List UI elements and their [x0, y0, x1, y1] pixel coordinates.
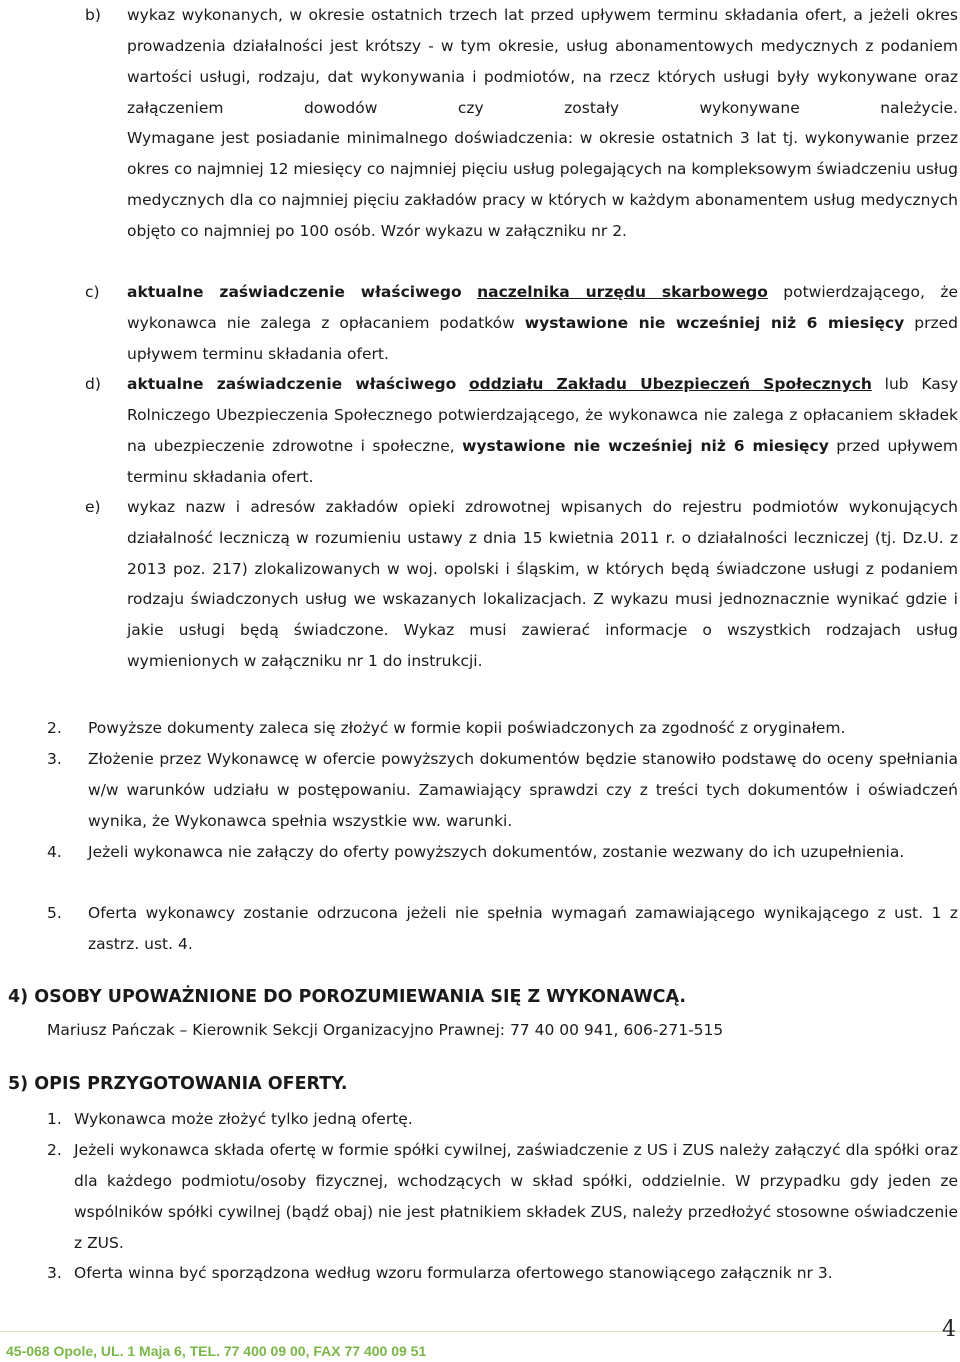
list-item-c [127, 277, 958, 370]
offer-item-1: Wykonawca może złożyć tylko jedną ofertę. [74, 1110, 413, 1128]
numbered-item-4: Jeżeli wykonawca nie załączy do oferty powyższych dokumentów, zostanie wezwany do ich uzupełnienia. [88, 843, 905, 861]
list-item-d [127, 369, 958, 493]
tax-office-text: naczelnika urzędu skarbowego [477, 283, 768, 301]
section-5-heading: 5) OPIS PRZYGOTOWANIA OFERTY. [8, 1074, 348, 1094]
numbered-label-3: 3. [47, 750, 62, 768]
footer-address: 45-068 Opole, UL. 1 Maja 6, TEL. 77 400 09 00, FAX 77 400 09 51 [6, 1343, 427, 1359]
numbered-label-2: 2. [47, 719, 62, 737]
contact-person: Mariusz Pańczak – Kierownik Sekcji Organizacyjno Prawnej: 77 40 00 941, 606-271-515 [47, 1021, 724, 1039]
list-item-c-bold2: wystawione nie wcześniej niż 6 miesięcy [524, 314, 905, 332]
section-4-heading: 4) OSOBY UPOWAŻNIONE DO POROZUMIEWANIA SIĘ Z WYKONAWCĄ. [8, 987, 686, 1007]
offer-item-3: Oferta winna być sporządzona według wzoru formularza ofertowego stanowiącego załącznik nr 3. [74, 1264, 833, 1282]
list-item-d-bold1: aktualne zaświadczenie właściwego [127, 375, 457, 393]
list-item-e: wykaz nazw i adresów zakładów opieki zdrowotnej wpisanych do rejestru podmiotów wykonujących działalność leczniczą w rozumieniu ustawy z dnia 15 kwietnia 2011 r. o działalności leczniczej (tj. Dz.U. z 2013 poz. 217) zlokalizowanych w woj. opolski i śląskim, w których będą świadczone usługi z podaniem rodzaju świadczonych usług we wskazanych lokalizacjach. Z wykazu musi jednoznacznie wynikać gdzie i jakie usługi będą świadczone. Wykaz musi zawierać informacje o wszystkich rodzajach usług wymienionych w załączniku nr 1 do instrukcji. [127, 498, 958, 670]
numbered-label-4: 4. [47, 843, 62, 861]
list-item-c-text2: przed upływem terminu składania ofert. [127, 314, 959, 363]
numbered-item-2: Powyższe dokumenty zaleca się złożyć w formie kopii poświadczonych za zgodność z oryginałem. [88, 719, 846, 737]
numbered-item-5: Oferta wykonawcy zostanie odrzucona jeżeli nie spełnia wymagań zamawiającego wynikającego z ust. 1 z zastrz. ust. 4. [88, 904, 958, 953]
list-label-b: b) [85, 6, 101, 24]
list-item-c-text1: potwierdzającego, że wykonawca nie zalega z opłacaniem podatków [127, 283, 958, 332]
list-item-d-text1: lub Kasy Rolniczego Ubezpieczenia Społecznego potwierdzającego, że wykonawca nie zalega z opłacaniem składek na ubezpieczenie zdrowotne i społeczne, [127, 375, 958, 455]
offer-item-2: Jeżeli wykonawca składa ofertę w formie spółki cywilnej, zaświadczenie z US i ZUS należy załączyć dla spółki oraz dla każdego podmiotu/osoby fizycznej, wchodzących w skład spółki, oddzielnie. W przypadku gdy jeden ze wspólników spółki cywilnej (bądź obaj) nie jest płatnikiem składek ZUS, należy przedłożyć stosowne oświadczenie z ZUS. [74, 1141, 958, 1252]
offer-label-3: 3. [47, 1264, 62, 1282]
numbered-item-3: Złożenie przez Wykonawcę w ofercie powyższych dokumentów będzie stanowiło podstawę do oceny spełniania w/w warunków udziału w postępowaniu. Zamawiający sprawdzi czy z treści tych dokumentów i oświadczeń wynika, że Wykonawca spełnia wszystkie ww. warunki. [88, 750, 958, 830]
list-item-b-p2: Wymagane jest posiadanie minimalnego doświadczenia: w okresie ostatnich 3 lat tj. wykonywanie przez okres co najmniej 12 miesięcy co najmniej pięciu usług polegających na kompleksowym świadczeniu usług medycznych dla co najmniej pięciu zakładów pracy w których w każdym abonamentem usług medycznych objęto co najmniej po 100 osób. Wzór wykazu w załączniku nr 2. [127, 129, 958, 240]
list-item-b-p1 [127, 0, 958, 124]
numbered-label-5: 5. [47, 904, 62, 922]
list-item-d-text2: przed upływem terminu składania ofert. [127, 437, 959, 486]
list-item-b-p1-text: wykaz wykonanych, w okresie ostatnich trzech lat przed upływem terminu składania ofert, a jeżeli okres prowadzenia działalności jest krótszy - w tym okresie, usług abonamentowych medycznych z podaniem wartości usługi, rodzaju, dat wykonywania i podmiotów, na rzecz których usługi były wykonywane oraz załączeniem dowodów czy zostały wykonywane należycie. [127, 6, 958, 117]
list-item-d-bold2: wystawione nie wcześniej niż 6 miesięcy [462, 437, 829, 455]
offer-label-2: 2. [47, 1141, 62, 1159]
list-label-d: d) [85, 375, 101, 393]
zus-office-text: oddziału Zakładu Ubezpieczeń Społecznych [468, 375, 872, 393]
list-label-c: c) [85, 283, 100, 301]
offer-label-1: 1. [47, 1110, 62, 1128]
footer-divider [0, 1331, 960, 1332]
page-number: 4 [942, 1317, 956, 1342]
list-item-c-bold1: aktualne zaświadczenie właściwego [127, 283, 462, 301]
list-label-e: e) [85, 498, 101, 516]
